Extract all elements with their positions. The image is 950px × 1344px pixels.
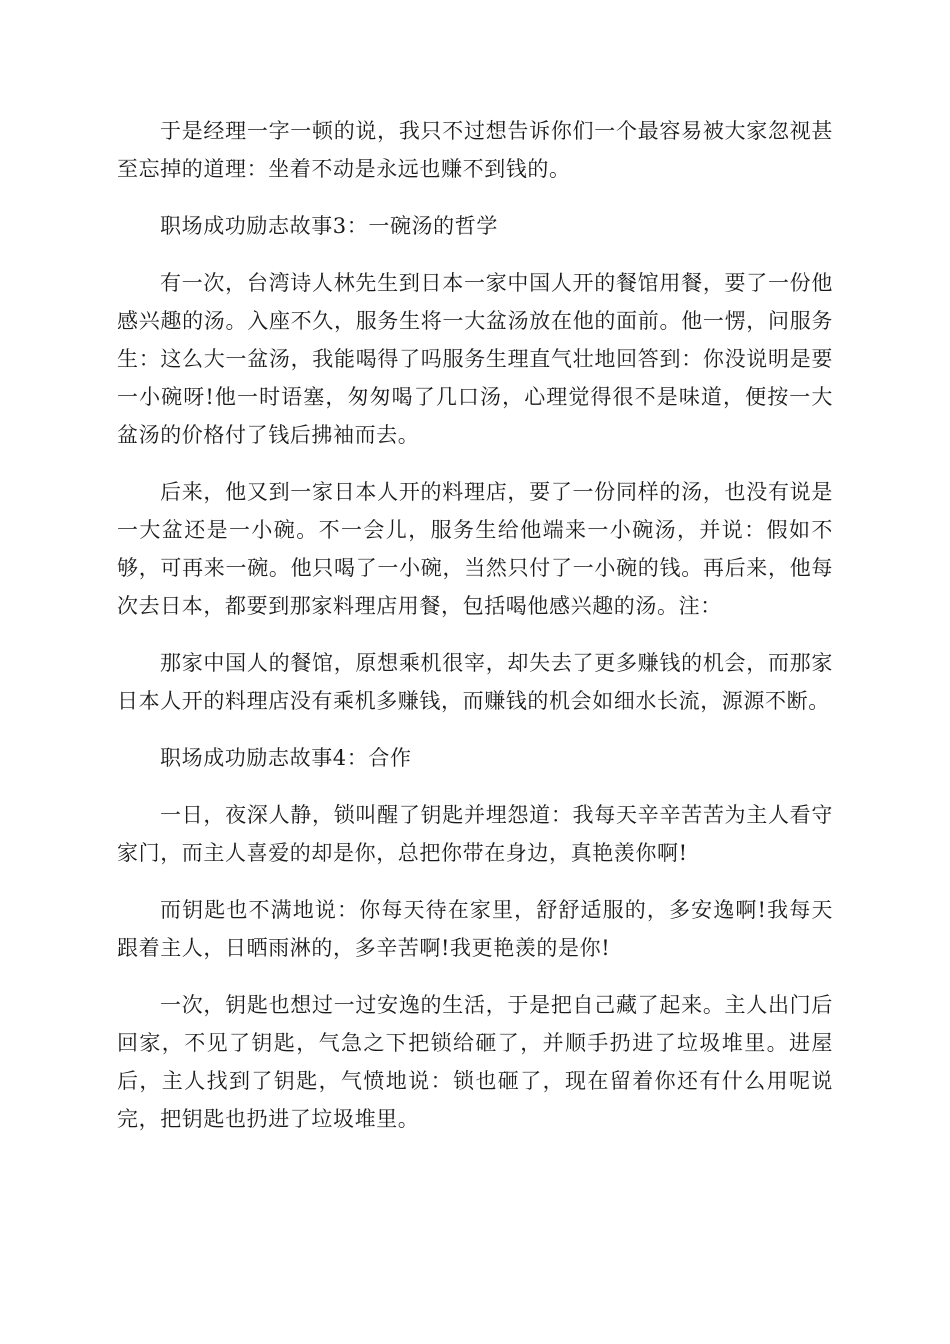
paragraph: 后来，他又到一家日本人开的料理店，要了一份同样的汤，也没有说是一大盆还是一小碗。不一会儿，服务生给他端来一小碗汤，并说：假如不够，可再来一碗。他只喝了一小碗，当然只付了一小碗的钱。再后来，他每次去日本，都要到那家料理店用餐，包括喝他感兴趣的汤。注： [117,480,833,618]
paragraph: 一次，钥匙也想过一过安逸的生活，于是把自己藏了起来。主人出门后回家，不见了钥匙，气急之下把锁给砸了，并顺手扔进了垃圾堆里。进屋后，主人找到了钥匙，气愤地说：锁也砸了，现在留着你还有什么用呢说完，把钥匙也扔进了垃圾堆里。 [117,993,833,1131]
paragraph: 那家中国人的餐馆，原想乘机很宰，却失去了更多赚钱的机会，而那家日本人开的料理店没有乘机多赚钱，而赚钱的机会如细水长流，源源不断。 [117,651,833,713]
paragraph: 而钥匙也不满地说：你每天待在家里，舒舒适服的，多安逸啊!我每天跟着主人，日晒雨淋的，多辛苦啊!我更艳羡的是你! [117,898,833,960]
document-page [117,112,833,1157]
paragraph: 一日，夜深人静，锁叫醒了钥匙并埋怨道：我每天辛辛苦苦为主人看守家门，而主人喜爱的却是你，总把你带在身边，真艳羡你啊! [117,803,833,865]
paragraph: 有一次，台湾诗人林先生到日本一家中国人开的餐馆用餐，要了一份他感兴趣的汤。入座不久，服务生将一大盆汤放在他的面前。他一愣，问服务生：这么大一盆汤，我能喝得了吗服务生理直气壮地回答到：你没说明是要一小碗呀!他一时语塞，匆匆喝了几口汤，心理觉得很不是味道，便按一大盆汤的价格付了钱后拂袖而去。 [117,271,833,447]
paragraph: 于是经理一字一顿的说，我只不过想告诉你们一个最容易被大家忽视甚至忘掉的道理：坐着不动是永远也赚不到钱的。 [117,119,833,181]
section-heading: 职场成功励志故事4：合作 [160,746,412,770]
section-heading: 职场成功励志故事3：一碗汤的哲学 [160,214,498,238]
